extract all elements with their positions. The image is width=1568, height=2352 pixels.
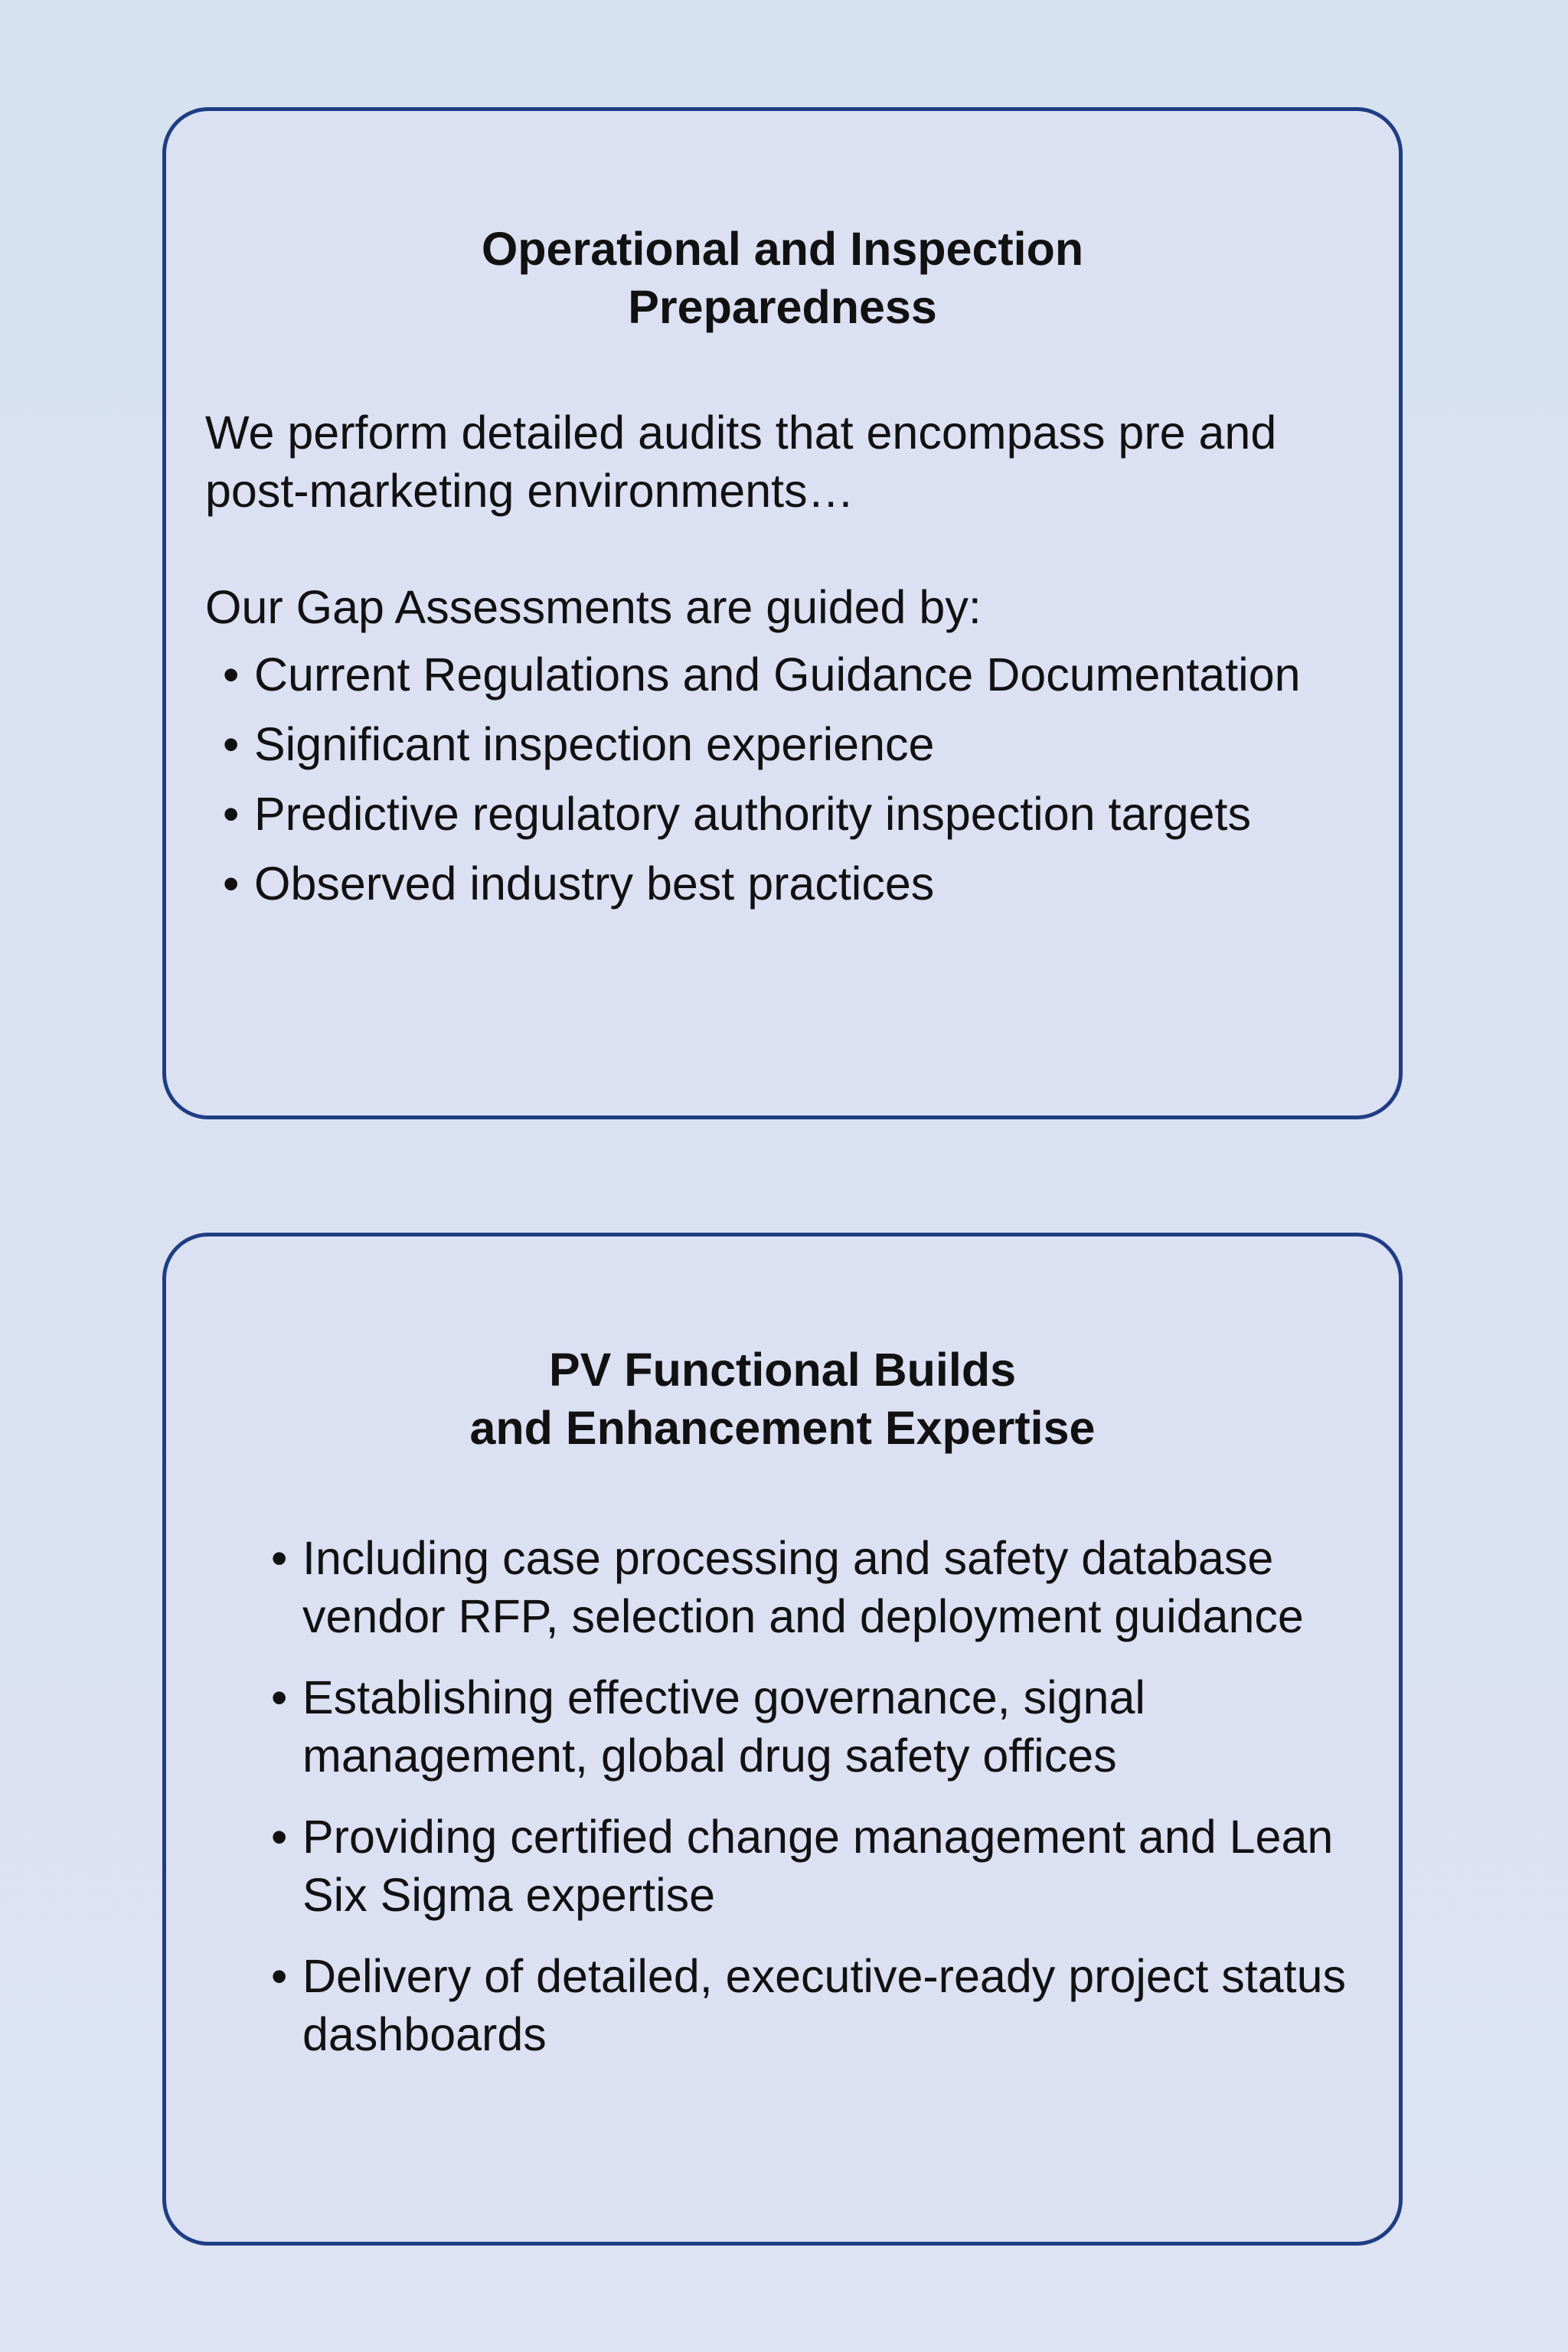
pv-functional-builds-card — [162, 1233, 1403, 2246]
bullet-icon: • — [271, 1671, 288, 1723]
list-item-text: Establishing effective governance, signal management, global drug safety offices — [302, 1671, 1145, 1782]
list-item-text: Significant inspection experience — [254, 718, 935, 770]
list-item-text: Observed industry best practices — [254, 858, 935, 910]
list-item-text: Providing certified change management and Lean Six Sigma expertise — [302, 1811, 1334, 1921]
list-item-text: Predictive regulatory authority inspection targets — [254, 788, 1251, 840]
card-title-line-1: PV Functional Builds — [548, 1344, 1017, 1396]
bullet-icon: • — [271, 1950, 288, 2002]
card-title — [166, 1341, 1399, 1457]
list-item-text: Current Regulations and Guidance Documentation — [254, 648, 1301, 701]
list-item — [166, 854, 1399, 913]
list-item — [166, 715, 1399, 773]
inspection-preparedness-card — [162, 107, 1403, 1119]
list-item — [166, 645, 1399, 704]
bullet-icon: • — [223, 788, 240, 840]
list-item — [166, 1668, 1399, 1785]
card-title-line-1: Operational and Inspection — [481, 223, 1084, 275]
gap-assessment-list — [166, 645, 1399, 913]
list-item — [166, 785, 1399, 843]
bullet-icon: • — [223, 718, 240, 770]
expertise-list — [166, 1529, 1399, 2063]
card-title — [166, 220, 1399, 336]
list-item — [166, 1947, 1399, 2063]
list-item-text: Delivery of detailed, executive-ready project status dashboards — [302, 1950, 1346, 2060]
intro-text: We perform detailed audits that encompass pre and post-marketing environments… — [205, 407, 1277, 517]
card-title-line-2: and Enhancement Expertise — [469, 1402, 1096, 1454]
list-item-text: Including case processing and safety database vendor RFP, selection and deployment guidance — [302, 1532, 1304, 1642]
list-item — [166, 1529, 1399, 1645]
bullet-icon: • — [271, 1811, 288, 1863]
bullet-icon: • — [271, 1532, 288, 1584]
guided-by-label: Our Gap Assessments are guided by: — [205, 581, 982, 633]
bullet-icon: • — [223, 648, 240, 701]
bullet-icon: • — [223, 858, 240, 910]
card-title-line-2: Preparedness — [628, 281, 937, 333]
list-item — [166, 1808, 1399, 1924]
